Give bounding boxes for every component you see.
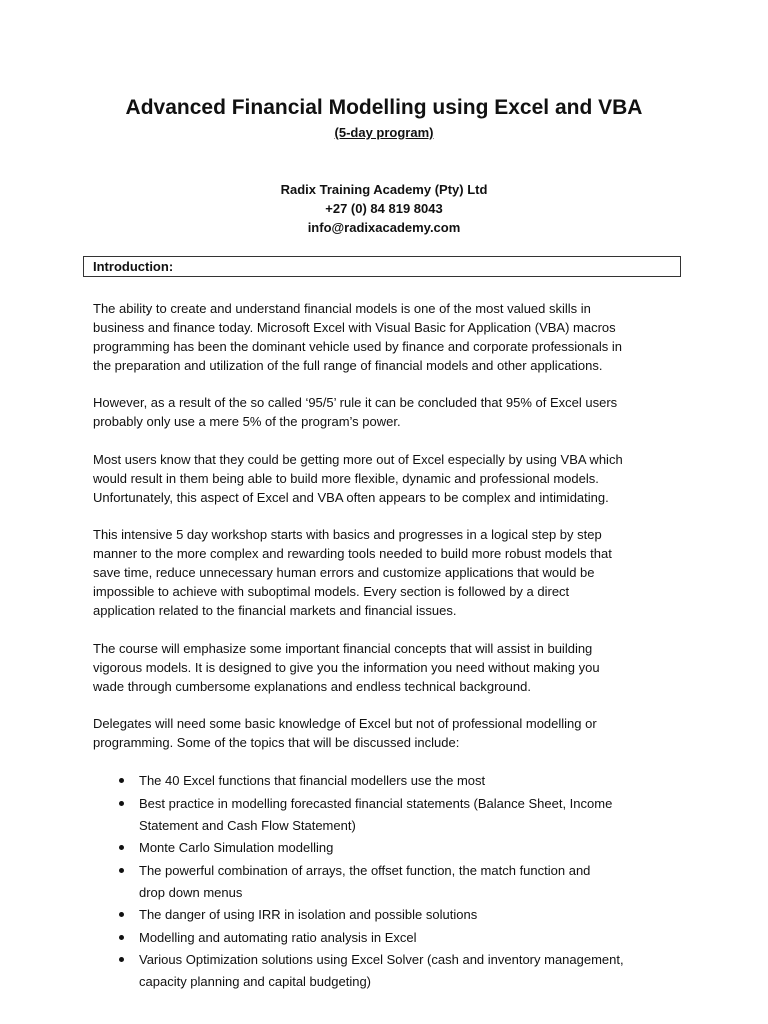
paragraph xyxy=(93,450,693,507)
paragraph-line: manner to the more complex and rewarding tools needed to build more robust models that xyxy=(93,546,612,561)
paragraph-line: Delegates will need some basic knowledge of Excel but not of professional modelling or xyxy=(93,716,597,731)
paragraph-line: The ability to create and understand financial models is one of the most valued skills in xyxy=(93,301,591,316)
topics-list xyxy=(93,770,693,994)
list-item xyxy=(93,793,693,837)
bullet-icon xyxy=(119,845,124,850)
document-subtitle: (5-day program) xyxy=(334,125,434,140)
list-item-line: Monte Carlo Simulation modelling xyxy=(139,840,334,855)
paragraph xyxy=(93,639,693,696)
list-item xyxy=(93,860,693,904)
paragraph-line: programming has been the dominant vehicle used by finance and corporate professionals in xyxy=(93,339,622,354)
bullet-icon xyxy=(119,868,124,873)
phone-number: +27 (0) 84 819 8043 xyxy=(325,201,443,216)
list-item-line: Modelling and automating ratio analysis in Excel xyxy=(139,929,417,945)
paragraph-line: business and finance today. Microsoft Excel with Visual Basic for Application (VBA) macros xyxy=(93,320,616,335)
section-heading-introduction: Introduction: xyxy=(83,256,681,277)
bullet-icon xyxy=(119,935,124,940)
document-title: Advanced Financial Modelling using Excel and VBA xyxy=(125,96,643,119)
paragraph-line: However, as a result of the so called ‘95/5’ rule it can be concluded that 95% of Excel users xyxy=(93,395,618,410)
paragraph-line: programming. Some of the topics that will be discussed include: xyxy=(93,735,460,750)
paragraph-line: impossible to achieve with suboptimal models. Every section is followed by a direct xyxy=(93,584,570,599)
bullet-icon xyxy=(119,957,124,962)
paragraph xyxy=(93,525,693,620)
list-item-line: Best practice in modelling forecasted financial statements (Balance Sheet, Income xyxy=(139,795,613,811)
list-item-line: The powerful combination of arrays, the offset function, the match function and xyxy=(139,862,591,878)
company-name: Radix Training Academy (Pty) Ltd xyxy=(280,182,488,197)
paragraph-line: This intensive 5 day workshop starts with basics and progresses in a logical step by step xyxy=(93,527,602,542)
paragraph xyxy=(93,393,693,431)
paragraph xyxy=(93,299,693,375)
bullet-icon xyxy=(119,801,124,806)
bullet-icon xyxy=(119,778,124,783)
list-item-line: The 40 Excel functions that financial modellers use the most xyxy=(139,773,486,788)
list-item xyxy=(93,949,693,993)
list-item-line: Various Optimization solutions using Excel Solver (cash and inventory management, xyxy=(139,952,624,967)
paragraph-line: Unfortunately, this aspect of Excel and VBA often appears to be complex and intimidating. xyxy=(93,490,609,505)
bullet-icon xyxy=(119,912,124,917)
list-item xyxy=(93,904,693,926)
paragraph-line: wade through cumbersome explanations and endless technical background. xyxy=(93,679,531,694)
paragraph-line: The course will emphasize some important financial concepts that will assist in building xyxy=(93,641,593,656)
list-item-line: The danger of using IRR in isolation and possible solutions xyxy=(139,907,478,922)
paragraph-line: Most users know that they could be getting more out of Excel especially by using VBA which xyxy=(93,452,623,467)
paragraph xyxy=(93,714,693,752)
list-item-line: drop down menus xyxy=(139,884,243,900)
paragraph-line: would result in them being able to build more flexible, dynamic and professional models. xyxy=(93,471,599,486)
paragraph-line: probably only use a mere 5% of the program’s power. xyxy=(93,414,401,429)
email-address: info@radixacademy.com xyxy=(307,220,461,235)
list-item xyxy=(93,927,693,949)
list-item-line: capacity planning and capital budgeting) xyxy=(139,974,372,989)
list-item xyxy=(93,770,693,792)
paragraph-line: the preparation and utilization of the full range of financial models and other applications. xyxy=(93,358,603,373)
paragraph-line: application related to the financial markets and financial issues. xyxy=(93,603,457,618)
list-item-line: Statement and Cash Flow Statement) xyxy=(139,817,356,833)
list-item xyxy=(93,837,693,859)
paragraph-line: save time, reduce unnecessary human errors and customize applications that would be xyxy=(93,565,595,580)
paragraph-line: vigorous models. It is designed to give you the information you need without making you xyxy=(93,660,600,675)
